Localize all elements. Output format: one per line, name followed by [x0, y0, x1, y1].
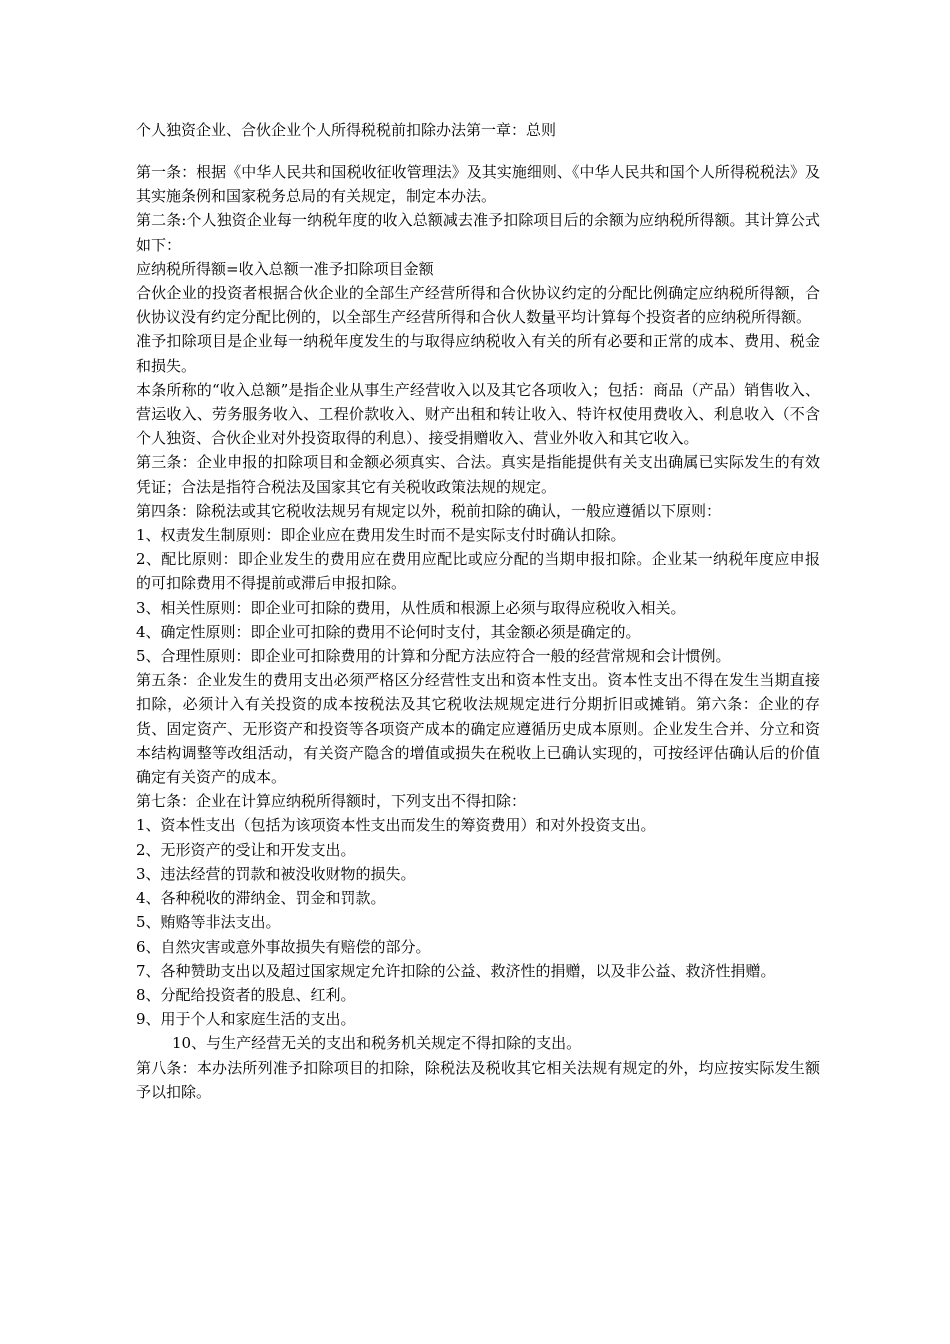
list-item-exclusion-1: 1、资本性支出（包括为该项资本性支出而发生的筹资费用）和对外投资支出。	[136, 816, 656, 835]
paragraph-deductible-items: 准予扣除项目是企业每一纳税年度发生的与取得应纳税收入有关的所有必要和正常的成本、费用、税金和损失。	[136, 332, 820, 375]
list-item-exclusion-9: 9、用于个人和家庭生活的支出。	[136, 1010, 356, 1029]
list-item-exclusion-6: 6、自然灾害或意外事故损失有赔偿的部分。	[136, 937, 431, 956]
paragraph-total-income: 本条所称的“收入总额”是指企业从事生产经营收入以及其它各项收入；包括：商品（产品）销售收入、营运收入、劳务服务收入、工程价款收入、财产出租和转让收入、特许权使用费收入、利息收入（不含个人独资、合伙企业对外投资取得的利息）、接受捐赠收入、营业外收入和其它收入。	[136, 380, 820, 448]
list-item-principle-2: 2、配比原则：即企业发生的费用应在费用应配比或应分配的当期申报扣除。企业某一纳税年度应申报的可扣除费用不得提前或滞后申报扣除。	[136, 550, 820, 593]
paragraph-partnership: 合伙企业的投资者根据合伙企业的全部生产经营所得和合伙协议约定的分配比例确定应纳税所得额，合伙协议没有约定分配比例的，以全部生产经营所得和合伙人数量平均计算每个投资者的应纳税所得额。	[136, 284, 820, 327]
list-item-exclusion-3: 3、违法经营的罚款和被没收财物的损失。	[136, 864, 416, 883]
list-item-exclusion-4: 4、各种税收的滞纳金、罚金和罚款。	[136, 889, 386, 908]
list-item-principle-4: 4、确定性原则：即企业可扣除的费用不论何时支付，其金额必须是确定的。	[136, 622, 641, 641]
paragraph-formula: 应纳税所得额=收入总额一准予扣除项目金额	[136, 259, 434, 278]
paragraph-article-1: 第一条：根据《中华人民共和国税收征收管理法》及其实施细则、《中华人民共和国个人所得税税法》及其实施条例和国家税务总局的有关规定，制定本办法。	[136, 163, 820, 206]
paragraph-article-7: 第七条：企业在计算应纳税所得额时，下列支出不得扣除：	[136, 792, 527, 811]
paragraph-article-2: 第二条:个人独资企业每一纳税年度的收入总额减去准予扣除项目后的余额为应纳税所得额。其计算公式如下：	[136, 211, 820, 254]
list-item-principle-5: 5、合理性原则：即企业可扣除费用的计算和分配方法应符合一般的经营常规和会计惯例。	[136, 647, 731, 666]
paragraph-article-3: 第三条：企业申报的扣除项目和金额必须真实、合法。真实是指能提供有关支出确属已实际发生的有效凭证；合法是指符合税法及国家其它有关税收政策法规的规定。	[136, 453, 820, 496]
list-item-principle-3: 3、相关性原则：即企业可扣除的费用，从性质和根源上必须与取得应税收入相关。	[136, 598, 686, 617]
list-item-exclusion-8: 8、分配给投资者的股息、红利。	[136, 985, 356, 1004]
document-body	[136, 160, 820, 1104]
paragraph-article-4: 第四条：除税法或其它税收法规另有规定以外，税前扣除的确认，一般应遵循以下原则：	[136, 501, 722, 520]
list-item-exclusion-10: 10、与生产经营无关的支出和税务机关规定不得扣除的支出。	[172, 1034, 582, 1053]
list-item-principle-1: 1、权责发生制原则：即企业应在费用发生时而不是实际支付时确认扣除。	[136, 526, 626, 545]
list-item-exclusion-7: 7、各种赞助支出以及超过国家规定允许扣除的公益、救济性的捐赠，以及非公益、救济性捐赠。	[136, 961, 776, 980]
list-item-exclusion-5: 5、贿赂等非法支出。	[136, 913, 281, 932]
document-page	[136, 118, 820, 1104]
paragraph-article-8: 第八条：本办法所列准予扣除项目的扣除，除税法及税收其它相关法规有规定的外，均应按实际发生额予以扣除。	[136, 1058, 820, 1101]
list-item-exclusion-2: 2、无形资产的受让和开发支出。	[136, 840, 356, 859]
paragraph-article-5-6: 第五条：企业发生的费用支出必须严格区分经营性支出和资本性支出。资本性支出不得在发生当期直接扣除，必须计入有关投资的成本按税法及其它税收法规规定进行分期折旧或摊销。第六条：企业的存货、固定资产、无形资产和投资等各项资产成本的确定应遵循历史成本原则。企业发生合并、分立和资本结构调整等改组活动，有关资产隐含的增值或损失在税收上已确认实现的，可按经评估确认后的价值确定有关资产的成本。	[136, 671, 820, 787]
document-title: 个人独资企业、合伙企业个人所得税税前扣除办法第一章：总则	[136, 121, 557, 139]
